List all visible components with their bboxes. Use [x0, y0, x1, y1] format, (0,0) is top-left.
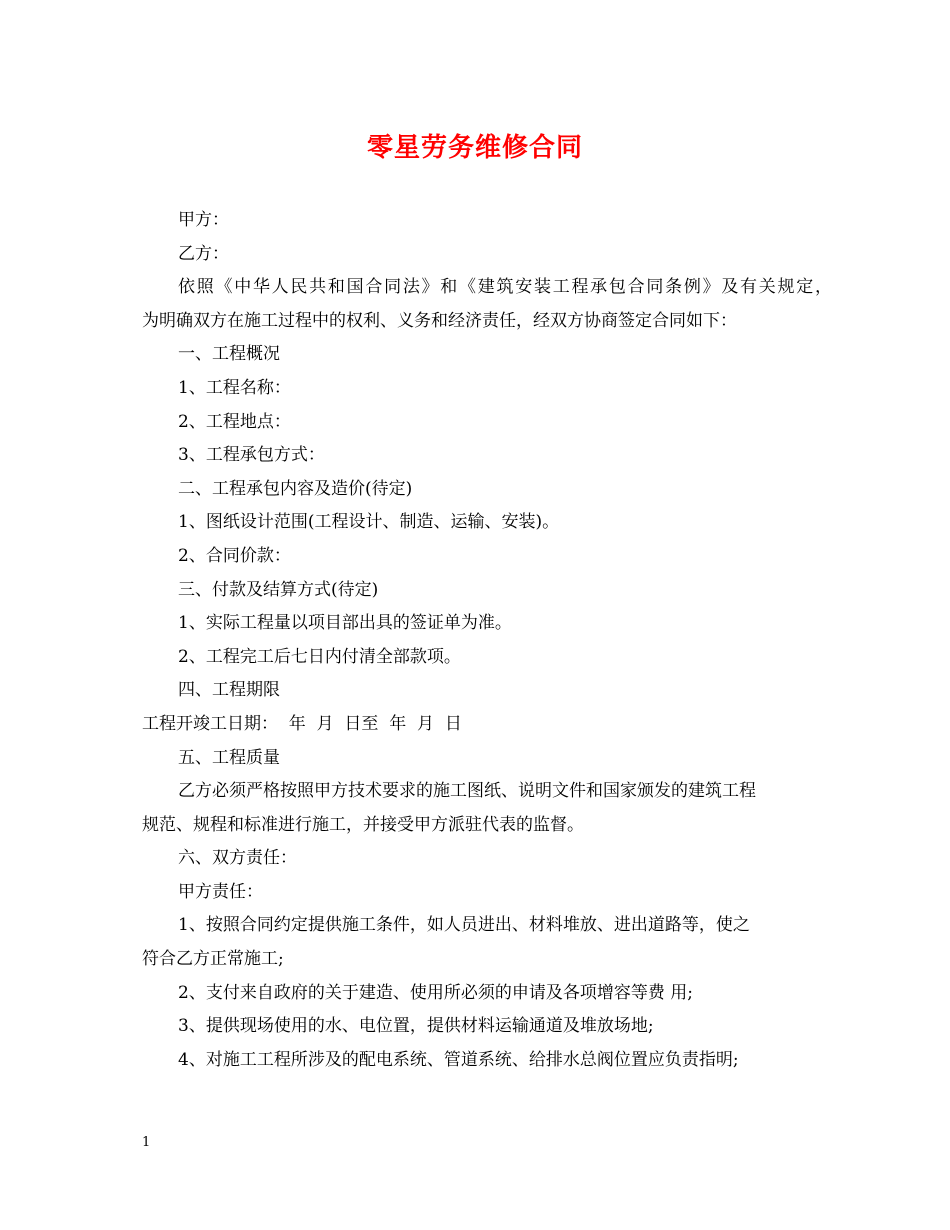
clause-line: 2、工程完工后七日内付清全部款项。: [178, 646, 461, 667]
section-heading-3: 三、付款及结算方式(待定): [178, 579, 379, 600]
party-a-duties-heading: 甲方责任：: [178, 881, 263, 902]
schedule-line: 工程开竣工日期： 年 月 日至 年 月 日: [142, 713, 462, 734]
section-heading-6: 六、双方责任：: [178, 848, 297, 869]
preamble-line-2: 为明确双方在施工过程中的权利、义务和经济责任，经双方协商签定合同如下：: [142, 310, 737, 331]
party-b-line: 乙方：: [178, 243, 229, 264]
clause-line: 3、工程承包方式：: [178, 445, 325, 466]
section-heading-2: 二、工程承包内容及造价(待定): [178, 478, 413, 499]
section-heading-5: 五、工程质量: [178, 747, 280, 768]
clause-line: 1、图纸设计范围(工程设计、制造、运输、安装)。: [178, 512, 560, 533]
duty-line: 3、提供现场使用的水、电位置，提供材料运输通道及堆放场地;: [178, 1016, 654, 1037]
document-title: 零星劳务维修合同: [366, 133, 583, 163]
quality-line-2: 规范、规程和标准进行施工，并接受甲方派驻代表的监督。: [142, 814, 584, 835]
duty-line-continuation: 符合乙方正常施工;: [142, 949, 284, 970]
section-heading-4: 四、工程期限: [178, 680, 280, 701]
duty-line: 1、按照合同约定提供施工条件，如人员进出、材料堆放、进出道路等，使之: [178, 915, 750, 936]
page-number: 1: [142, 1135, 151, 1150]
clause-line: 2、合同价款：: [178, 545, 291, 566]
document-body: [142, 204, 832, 1077]
quality-line-1: 乙方必须严格按照甲方技术要求的施工图纸、说明文件和国家颁发的建筑工程: [178, 781, 756, 802]
preamble-line-1: 依照《中华人民共和国合同法》和《建筑安装工程承包合同条例》及有关规定，: [178, 277, 832, 298]
duty-line: 4、对施工工程所涉及的配电系统、管道系统、给排水总阀位置应负责指明;: [178, 1049, 739, 1070]
section-heading-1: 一、工程概况: [178, 344, 280, 365]
clause-line: 1、工程名称：: [178, 377, 291, 398]
party-a-line: 甲方：: [178, 210, 229, 230]
duty-line: 2、支付来自政府的关于建造、使用所必须的申请及各项增容等费 用;: [178, 982, 693, 1003]
clause-line: 1、实际工程量以项目部出具的签证单为准。: [178, 613, 512, 634]
clause-line: 2、工程地点：: [178, 411, 291, 432]
